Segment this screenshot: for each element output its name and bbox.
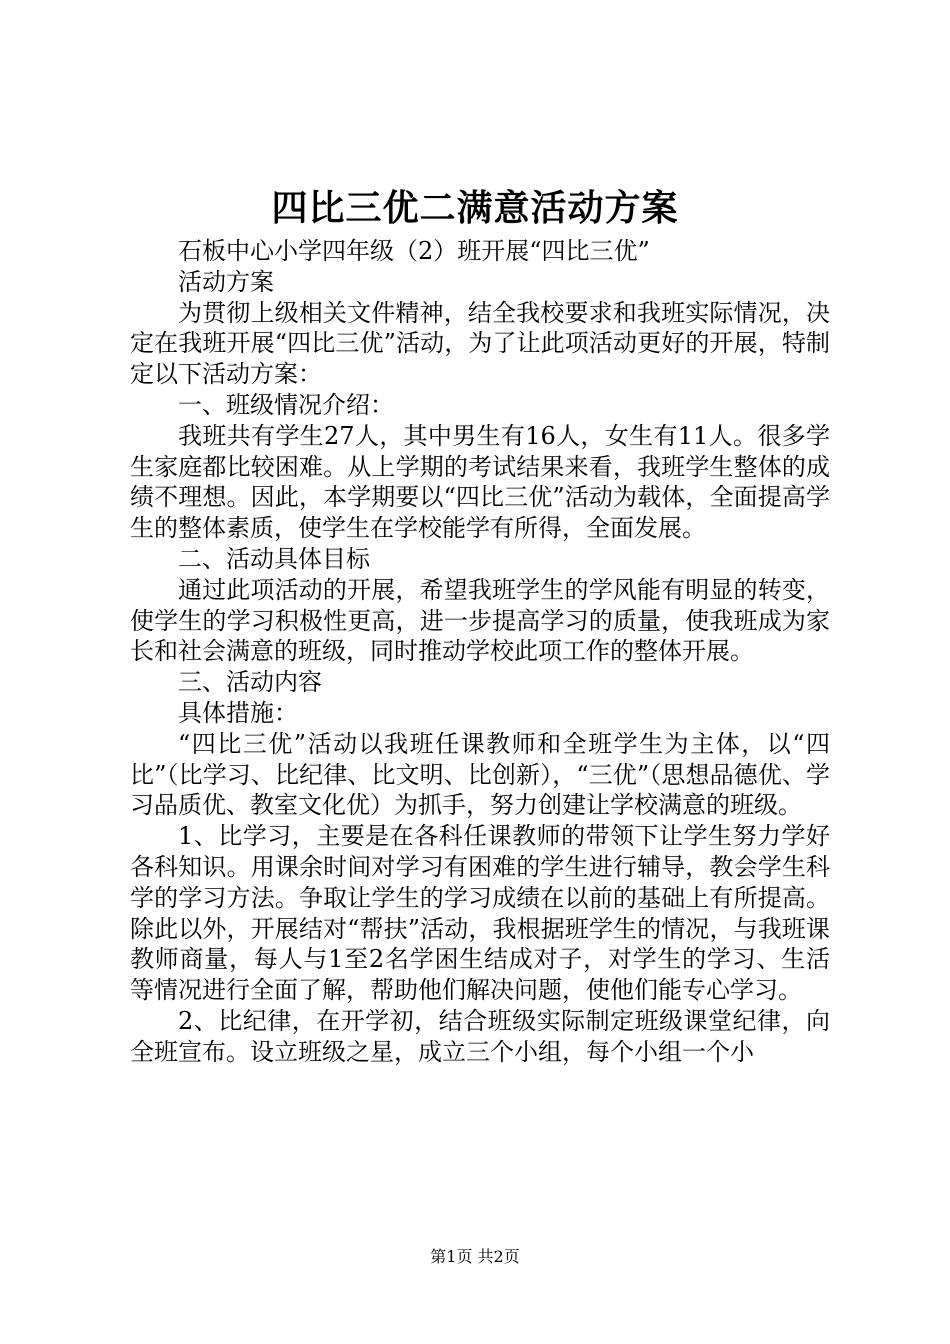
paragraph: “四比三优”活动以我班任课教师和全班学生为主体，以“四比”（比学习、比纪律、比文明、比创新），“三优”（思想品德优、学习品质优、教室文化优）为抓手，努力创建让学校满意的班级。 xyxy=(130,729,830,820)
paragraph: 1、比学习，主要是在各科任课教师的带领下让学生努力学好各科知识。用课余时间对学习有困难的学生进行辅导，教会学生科学的学习方法。争取让学生的学习成绩在以前的基础上有所提高。除此以外，开展结对“帮扶”活动，我根据班学生的情况，与我班课教师商量，每人与1至2名学困生结成对子，对学生的学习、生活等情况进行全面了解，帮助他们解决问题，使他们能专心学习。 xyxy=(130,822,830,1005)
paragraph: 我班共有学生27人，其中男生有16人，女生有11人。很多学生家庭都比较困难。从上学期的考试结果来看，我班学生整体的成绩不理想。因此，本学期要以“四比三优”活动为载体，全面提高学生的整体素质，使学生在学校能学有所得，全面发展。 xyxy=(130,421,830,543)
paragraph: 为贯彻上级相关文件精神，结全我校要求和我班实际情况，决定在我班开展“四比三优”活动，为了让此项活动更好的开展，特制定以下活动方案： xyxy=(130,298,830,389)
page-footer: 第1页 共2页 xyxy=(430,1247,520,1266)
paragraph: 活动方案 xyxy=(178,267,274,296)
paragraph: 具体措施： xyxy=(178,698,298,727)
section-heading: 二、活动具体目标 xyxy=(178,544,370,573)
section-heading: 一、班级情况介绍： xyxy=(178,390,394,419)
paragraph: 2、比纪律，在开学初，结合班级实际制定班级课堂纪律，向全班宣布。设立班级之星，成立三个小组，每个小组一个小 xyxy=(130,1006,830,1066)
page-title: 四比三优二满意活动方案 xyxy=(271,187,679,229)
paragraph: 石板中心小学四年级（2）班开展“四比三优” xyxy=(178,237,650,265)
document-body xyxy=(130,236,830,1068)
paragraph: 通过此项活动的开展，希望我班学生的学风能有明显的转变，使学生的学习积极性更高，进一步提高学习的质量，使我班成为家长和社会满意的班级，同时推动学校此项工作的整体开展。 xyxy=(130,575,830,666)
section-heading: 三、活动内容 xyxy=(178,668,322,697)
